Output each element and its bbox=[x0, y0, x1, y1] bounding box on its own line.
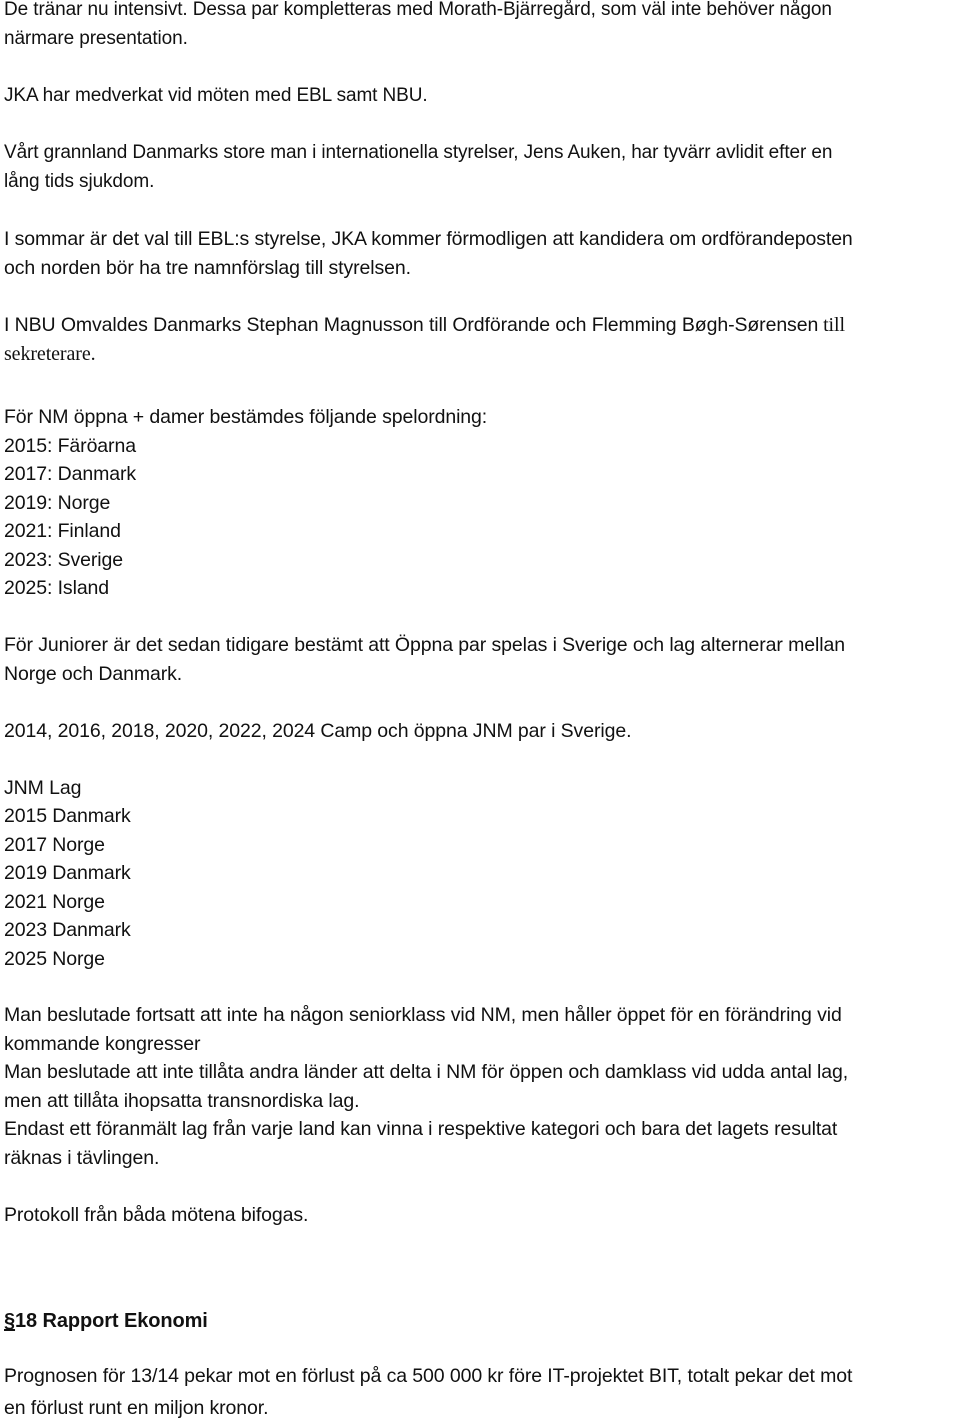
jnm-schedule-item: 2025 Norge bbox=[4, 948, 105, 970]
paragraph-nbu-line-1-text: I NBU Omvaldes Danmarks Stephan Magnusson till Ordförande och Flemming Bøgh-Sørensen bbox=[4, 314, 819, 336]
paragraph-juniors-line-2: Norge och Danmark. bbox=[4, 663, 183, 685]
jnm-schedule-item: 2017 Norge bbox=[4, 834, 105, 856]
jnm-schedule-heading: JNM Lag bbox=[4, 777, 82, 799]
paragraph-jka-meetings: JKA har medverkat vid möten med EBL samt NBU. bbox=[4, 85, 428, 106]
decision-line: Endast ett föranmält lag från varje land kan vinna i respektive kategori och bara det lagets resultat bbox=[4, 1118, 838, 1140]
paragraph-ebl-election-line-2: och norden bör ha tre namnförslag till styrelsen. bbox=[4, 257, 411, 279]
paragraph-nbu-line-1 bbox=[4, 311, 845, 340]
paragraph-camp: 2014, 2016, 2018, 2020, 2022, 2024 Camp och öppna JNM par i Sverige. bbox=[4, 720, 632, 742]
nm-schedule-item: 2021: Finland bbox=[4, 520, 121, 542]
decision-line: Man beslutade att inte tillåta andra länder att delta i NM för öppen och damklass vid udda antal lag, bbox=[4, 1061, 849, 1083]
paragraph-training-line-2: närmare presentation. bbox=[4, 28, 188, 49]
section-18-body-line-1: Prognosen för 13/14 pekar mot en förlust på ca 500 000 kr före IT-projektet BIT, totalt pekar det mot bbox=[4, 1365, 853, 1387]
nm-schedule-item: 2019: Norge bbox=[4, 492, 111, 514]
section-18-body-line-2: en förlust runt en miljon kronor. bbox=[4, 1397, 269, 1419]
section-heading-18 bbox=[4, 1307, 208, 1336]
paragraph-auken-line-2: lång tids sjukdom. bbox=[4, 171, 155, 192]
jnm-schedule-item: 2021 Norge bbox=[4, 891, 105, 913]
nm-schedule-item: 2015: Färöarna bbox=[4, 435, 136, 457]
section-title: 18 Rapport Ekonomi bbox=[15, 1310, 208, 1332]
nm-schedule-item: 2025: Island bbox=[4, 577, 110, 599]
decision-line: kommande kongresser bbox=[4, 1033, 201, 1055]
nm-schedule-item: 2023: Sverige bbox=[4, 549, 124, 571]
jnm-schedule-item: 2015 Danmark bbox=[4, 805, 131, 827]
section-symbol: § bbox=[4, 1310, 16, 1332]
paragraph-juniors-line-1: För Juniorer är det sedan tidigare bestämt att Öppna par spelas i Sverige och lag alternerar mellan bbox=[4, 634, 845, 656]
paragraph-nbu-line-2: sekreterare. bbox=[4, 343, 96, 365]
nm-schedule-item: 2017: Danmark bbox=[4, 463, 137, 485]
paragraph-nbu-line-1-tail: till bbox=[818, 314, 845, 336]
jnm-schedule-item: 2023 Danmark bbox=[4, 919, 131, 941]
jnm-schedule-item: 2019 Danmark bbox=[4, 862, 131, 884]
nm-schedule-heading: För NM öppna + damer bestämdes följande spelordning: bbox=[4, 406, 488, 428]
decision-line: men att tillåta ihopsatta transnordiska lag. bbox=[4, 1090, 360, 1112]
paragraph-training-line-1: De tränar nu intensivt. Dessa par kompletteras med Morath-Bjärregård, som väl inte behöver någon bbox=[4, 0, 832, 20]
paragraph-auken-line-1: Vårt grannland Danmarks store man i internationella styrelser, Jens Auken, har tyvärr avlidit efter en bbox=[4, 142, 833, 163]
decision-line: räknas i tävlingen. bbox=[4, 1147, 160, 1169]
decision-line: Man beslutade fortsatt att inte ha någon seniorklass vid NM, men håller öppet för en förändring vid bbox=[4, 1004, 842, 1026]
paragraph-ebl-election-line-1: I sommar är det val till EBL:s styrelse, JKA kommer förmodligen att kandidera om ordförandeposten bbox=[4, 228, 853, 250]
paragraph-protocol: Protokoll från båda mötena bifogas. bbox=[4, 1204, 309, 1226]
